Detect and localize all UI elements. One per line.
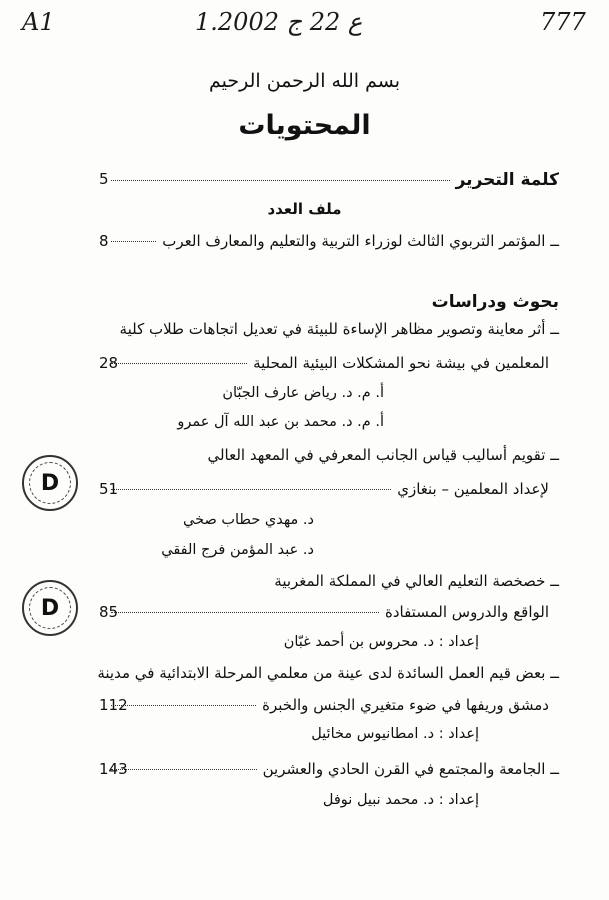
research-item-3-line2: الواقع والدروس المستفادة	[384, 603, 549, 621]
research-item-2-page: 51	[99, 480, 119, 498]
page-title: المحتويات	[238, 110, 371, 141]
research-item-1-line2: المعلمين في بيشة نحو المشكلات البيئية المحلية	[253, 354, 549, 372]
research-item-3	[99, 603, 549, 621]
library-stamp-2	[22, 580, 78, 636]
research-item-5-author-1: إعداد : د. محمد نبيل نوفل	[322, 792, 479, 808]
research-item-1	[99, 354, 549, 372]
research-item-4-page: 112	[99, 696, 128, 714]
research-item-2-author-2: د. عبد المؤمن فرج الفقي	[161, 542, 314, 558]
research-item-3-page: 85	[99, 603, 119, 621]
research-item-1-author-1: أ. م. د. رياض عارف الجبّان	[222, 385, 384, 401]
editorial-label: كلمة التحرير	[455, 170, 559, 190]
research-item-3-line1: ــ خصخصة التعليم العالي في المملكة المغربية	[274, 572, 559, 590]
dossier-item-title: ــ المؤتمر التربوي الثالث لوزراء التربية والتعليم والمعارف العرب	[162, 232, 559, 250]
research-item-3-author-1: إعداد : د. محروس بن أحمد غبّان	[283, 634, 479, 650]
research-item-2	[99, 480, 549, 498]
leader-dots	[111, 489, 391, 490]
leader-dots	[111, 180, 450, 181]
research-item-5-page: 143	[99, 760, 128, 778]
hand-number: 777	[540, 8, 586, 36]
research-item-4-line1: ــ بعض قيم العمل السائدة لدى عينة من معلمي المرحلة الابتدائية في مدينة	[97, 664, 559, 682]
research-item-4	[99, 696, 549, 714]
research-item-5	[99, 760, 559, 778]
hand-code: A1	[22, 8, 55, 36]
toc-dossier-item	[99, 232, 559, 250]
research-item-1-page: 28	[99, 354, 119, 372]
research-heading: بحوث ودراسات	[431, 292, 559, 312]
toc-editorial	[99, 170, 559, 190]
leader-dots	[111, 705, 256, 706]
leader-dots	[111, 612, 379, 613]
dossier-item-page: 8	[99, 232, 109, 250]
leader-dots	[111, 241, 156, 242]
research-item-1-line1: ــ أثر معاينة وتصوير مظاهر الإساءة للبيئة في تعديل اتجاهات طلاب كلية	[119, 320, 559, 338]
research-item-2-line2: لإعداد المعلمين – بنغازي	[397, 480, 549, 498]
stamp-letter: D	[29, 587, 71, 629]
basmala: بسم الله الرحمن الرحيم	[209, 70, 400, 92]
stamp-letter: D	[29, 462, 71, 504]
editorial-page: 5	[99, 170, 109, 188]
research-item-2-author-1: د. مهدي حطاب صخي	[183, 512, 314, 528]
leader-dots	[111, 363, 247, 364]
research-item-5-title: ــ الجامعة والمجتمع في القرن الحادي والعشرين	[262, 760, 559, 778]
research-item-2-line1: ــ تقويم أساليب قياس الجانب المعرفي في المعهد العالي	[207, 446, 559, 464]
research-item-4-line2: دمشق وريفها في ضوء متغيري الجنس والخبرة	[262, 696, 549, 714]
leader-dots	[111, 769, 257, 770]
library-stamp-1	[22, 455, 78, 511]
dossier-heading: ملف العدد	[267, 200, 342, 218]
research-item-1-author-2: أ. م. د. محمد بن عبد الله آل عمرو	[177, 414, 384, 430]
hand-reference: 1.ع 22 ج 2002	[195, 8, 363, 36]
research-item-4-author-1: إعداد : د. امطانيوس مخائيل	[311, 726, 479, 742]
